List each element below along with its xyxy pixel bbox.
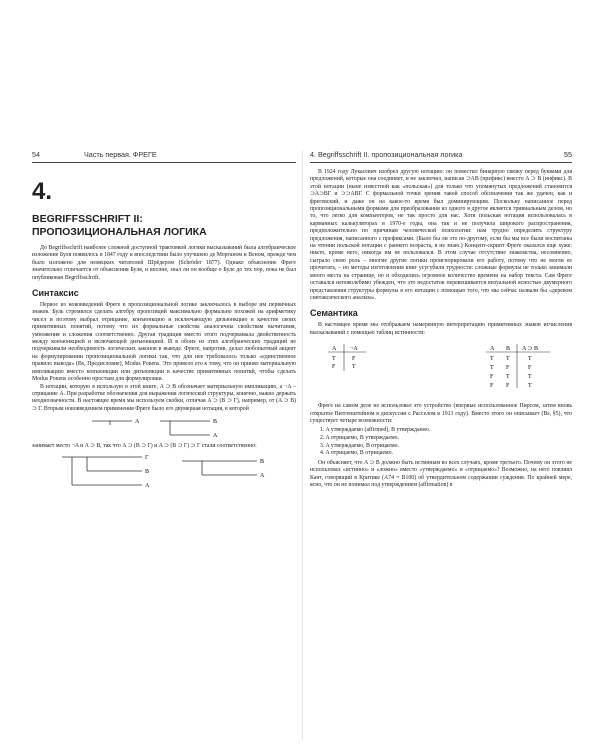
impl-r2c3: F	[528, 365, 532, 372]
section-heading-syntax: Синтаксис	[32, 288, 79, 299]
spine-gutter	[302, 150, 303, 740]
impl-r4c1: F	[490, 383, 494, 390]
neg-header-a: A	[332, 346, 337, 353]
neg-r1c2: F	[352, 356, 356, 363]
possibilities-list	[320, 427, 572, 457]
left-running-head	[32, 150, 296, 163]
impl-r2c1: T	[490, 365, 494, 372]
semantics-paragraph: В настоящее время мы отображаем намеренную интерпретацию примитивных знаков исчисления высказываний с помощью таблиц истинности:	[310, 322, 572, 336]
impl-r2c2: F	[506, 365, 510, 372]
diagram-2-a: A	[260, 472, 265, 479]
possibility-item: 4. A отрицаемо, B отрицаемо.	[320, 450, 393, 457]
conditional-diagram-b: B	[213, 419, 218, 426]
impl-r1c2: T	[506, 356, 510, 363]
neg-r2c1: F	[332, 364, 336, 371]
neg-r1c1: T	[332, 356, 336, 363]
impl-r3c2: T	[506, 374, 510, 381]
impl-header-b: B	[506, 346, 511, 353]
impl-r3c3: T	[528, 374, 532, 381]
neg-header-nota: ¬A	[350, 346, 358, 353]
neg-r2c2: T	[352, 364, 356, 371]
right-running-title: 4. Begriffsschrift II. пропозициональная логика	[310, 150, 463, 159]
possibility-item: 3. A утверждаемо, B отрицаемо.	[320, 442, 399, 449]
possibility-item: 2. A отрицаемо, B утверждаемо.	[320, 434, 399, 441]
impl-header-a: A	[490, 346, 495, 353]
right-paragraph-3: Он объясняет, что A ⊃ B должно быть истинным во всех случаях, кроме третьего. Почему он этого не использовал «истинно» и «ложно» вместо «утверждаемо» и «отрицаемо»? Возможно, на него повлиял Кант, говорящий в Критике (A74 = B100) об утвердительном содержании суждения. По крайней мере, ясно, что он не понимал под утверждением (affirmation) в	[310, 459, 572, 488]
impl-header-ab: A ⊃ B	[522, 346, 539, 353]
syntax-paragraph-2: В нотации, которую я использую в этой книге, A ⊃ B обозначает материальную импликацию, а ¬A – отрицание A. При разработке обозначения для выражения логической структуры, конечно, важно держать неоднозначности. В настоящее время мы используем скобки, отличая A ⊃ (B ⊃ Γ), например, от (A ⊃ B) ⊃ Γ. Вторым нововведением применения Фреге было его двумерная нотация, в которой	[32, 383, 296, 412]
frege-primitive-notation-diagram	[32, 413, 296, 443]
chapter-title-line-1: BEGRIFFSSCHRIFT II:	[32, 213, 143, 225]
diagram-1-a: A	[145, 482, 150, 489]
right-page-number: 55	[564, 150, 572, 159]
chapter-title	[32, 213, 296, 239]
truth-tables	[310, 341, 572, 403]
negation-diagram-a: A	[135, 419, 140, 426]
impl-r4c3: T	[528, 383, 532, 390]
diagram-2-b: B	[260, 458, 265, 465]
conditional-diagram-a: A	[213, 433, 218, 440]
syntax-paragraph-3: занимает место ¬A и A ⊃ B, так что A ⊃ (B ⊃ Γ) и A ⊃ (B ⊃ Γ) ⊃ Γ стали соответственно:	[32, 443, 257, 450]
right-paragraph-1: В 1924 году Лукасевич изобрел другую нотацию: он поместил бинарную связку перед буквами для предложений, которые она соединяет, и не заключил, написав ⊃AB (префикс) вместо A ⊃ B (инфикс). В этой нотации (ныне известной как «польская») для только что упомянутых предложений становится ⊃A⊃BΓ и ⊃⊃ABΓ. С формальной точки зрения такой способ обозначения так же удачен, как и фрегевский, и даже он на какое-то время был доминирующим. Поскольку написанное перед пропозициональными формами для преобразования из одного в другое является тривиальным делом, но то, что легко для компьютеров, не так просто для нас. Хотя польская нотация использовалась в карманных калькуляторах в 1970-е годы, она так и не получила широкого распространения, предположительно по причинам человеческой психологии: нам трудно определить структуру предложения, написанного с префиксами. (Было бы ли это по-другому, если бы мы все были воспитаны на чтении польской нотации с раннего возраста, я не знаю.) Концепт-скрипт Фреге оказался еще хуже: никто, кроме него, никогда им не пользовался. В этом случае отсутствие знакомства, несомненно, сыграло свою роль – многие другие логики проигнорировали его работу, потому что не могли ее прочитать, – но методы изготовления книг усугубили трудности: сложные формулы не только занимали много места на странице, но и обходились огромное количество времени на набор текста. Сам Фреге оставался непоколебимо убежден, что это недостаток перевешивается визуальной ясностью двумерного представления структуры формулы в его нотации с помощью того, что мы сейчас назвали бы «деревом синтаксического анализа».	[310, 169, 572, 301]
frege-compound-formula-diagrams	[32, 451, 296, 499]
right-running-head	[310, 150, 572, 163]
section-heading-semantics: Семантика	[310, 308, 358, 319]
impl-r1c3: T	[528, 356, 532, 363]
diagram-1-b: B	[145, 468, 150, 475]
possibility-item: 1. A утверждаемо (affirmed), B утверждаемо.	[320, 427, 431, 434]
implication-truth-table	[486, 344, 550, 389]
left-running-title: Часть первая. ФРЕГЕ	[84, 150, 157, 159]
chapter-title-line-2: ПРОПОЗИЦИОНАЛЬНАЯ ЛОГИКА	[32, 226, 207, 238]
right-page	[310, 150, 572, 740]
left-page-number: 54	[32, 150, 40, 159]
negation-truth-table	[328, 344, 366, 371]
syntax-paragraph-1: Первое из нововведений Фреге в пропозициональной логике заключалось в выборе им первичных знаков. Буль стремился сделать алгебру пропозиций максимально формально похожей на арифметику чисел и поэтому выбрал отрицание, конъюнкцию и исключающую дизъюнкцию в качестве своих примитивных понятий, потому что их формальные свойства аналогичны свойствам вычитания, умножения и сложения соответственно. Другая традиция вместо этого подчеркивала двойственность между конъюнкцией и включающей дизъюнкцией. И в обоих из этих алгебраических традиций не подчеркивали необходимость логических законов в выводе. Фреге, напротив, делал любопытный акцент на формулировании пропозициональной логики так, что для нее требовалось только «единственное правило вывода» (Bs, Предисловие), Modus Ponens. Это привело его к тому, что он принял материальную импликацию вместо конъюнкции или дизъюнкции в качестве примитивных понятий, чтобы сделать Modus Ponens особенно простым для формулировки.	[32, 302, 296, 383]
intro-paragraph: До Begriffsschrift наиболее сложной доступной трактовкой логики высказываний была алгебраическое изложение Буля появилось в 1847 году и впоследствии было улучшено де Морганом и Веном, прежде чем было изложено для немецких читателей Шрёдером (Schröder 1877). Однако объяснение Фреге значительно отличается от объяснения Буля, и вполне, знал ли он вообще о Буле до тех пор, пока не был опубликован Begriffsschrift.	[32, 245, 296, 281]
diagram-1-gamma: Γ	[145, 454, 149, 461]
impl-r1c1: T	[490, 356, 494, 363]
left-page	[32, 150, 296, 740]
right-paragraph-2: Фреге на самом деле не использовал это устройство (впервые использованное Пирсом, затем вновь открытое Витгенштейном в дискуссии с Расселом в 1913 году). Вместо этого он описывает (Bs, §5), что существует четыре возможности:	[310, 403, 572, 424]
impl-r3c1: F	[490, 374, 494, 381]
chapter-number: 4.	[32, 178, 53, 205]
impl-r4c2: F	[506, 383, 510, 390]
truth-tables-svg	[310, 341, 572, 403]
